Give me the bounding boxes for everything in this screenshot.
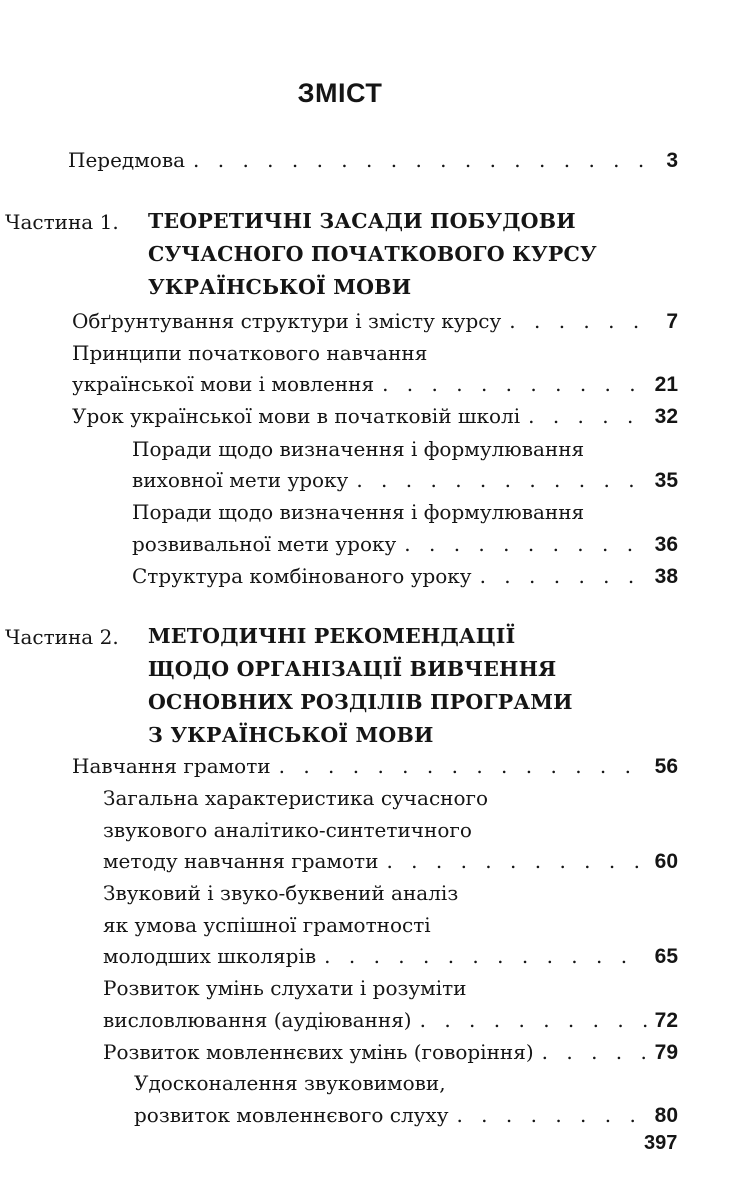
toc-entry-page: 60 <box>654 850 678 873</box>
toc-entry-text: Структура комбінованого уроку <box>132 564 472 588</box>
part-title-line: МЕТОДИЧНІ РЕКОМЕНДАЦІЇ <box>148 624 516 648</box>
toc-entry-page: 21 <box>654 373 678 396</box>
toc-entry[interactable] <box>132 561 678 591</box>
toc-entry-text: Поради щодо визначення і формулювання <box>132 500 585 524</box>
dot-leader <box>542 1037 647 1067</box>
toc-entry-line <box>103 783 678 813</box>
toc-entry-page: 36 <box>654 533 678 556</box>
toc-entry-page: 3 <box>666 149 678 172</box>
toc-entry[interactable] <box>132 465 678 495</box>
toc-entry[interactable] <box>72 401 678 431</box>
toc-entry-line <box>132 434 678 464</box>
toc-entry[interactable] <box>72 306 678 336</box>
toc-entry[interactable] <box>103 1037 678 1067</box>
toc-entry-page: 32 <box>654 405 678 428</box>
toc-entry-page: 7 <box>666 310 678 333</box>
page-title: ЗМІСТ <box>297 78 383 108</box>
toc-entry-page: 56 <box>654 755 678 778</box>
toc-entry-page: 79 <box>654 1041 678 1064</box>
toc-entry-text: методу навчання грамоти <box>103 849 379 873</box>
toc-entry-text: Передмова <box>68 148 186 172</box>
toc-entry-text: Звуковий і звуко-буквений аналіз <box>103 881 459 905</box>
toc-entry-text: звукового аналітико-синтетичного <box>103 818 472 842</box>
dot-leader <box>386 846 646 876</box>
part-title-line: УКРАЇНСЬКОЇ МОВИ <box>148 275 412 299</box>
toc-entry[interactable] <box>132 529 678 559</box>
dot-leader <box>382 369 647 399</box>
toc-entry-text: Розвиток мовленнєвих умінь (говоріння) <box>103 1040 534 1064</box>
dot-leader <box>509 306 658 336</box>
part-title-line: ТЕОРЕТИЧНІ ЗАСАДИ ПОБУДОВИ <box>148 209 576 233</box>
toc-entry[interactable] <box>103 1005 678 1035</box>
toc-entry[interactable] <box>72 369 678 399</box>
toc-entry-text: Удосконалення звуковимови, <box>134 1071 446 1095</box>
dot-leader <box>356 465 646 495</box>
toc-entry-text: Принципи початкового навчання <box>72 341 428 365</box>
toc-entry-line <box>134 1068 678 1098</box>
toc-entry-text: виховної мети уроку <box>132 468 349 492</box>
toc-entry-page: 38 <box>654 565 678 588</box>
toc-entry-line <box>72 338 678 368</box>
part-title <box>148 620 573 752</box>
toc-entry-text: Обґрунтування структури і змісту курсу <box>72 309 502 333</box>
dot-leader <box>480 561 647 591</box>
toc-entry-text: Загальна характеристика сучасного <box>103 786 489 810</box>
dot-leader <box>324 941 647 971</box>
toc-entry-text: розвивальної мети уроку <box>132 532 397 556</box>
dot-leader <box>193 145 658 175</box>
toc-entry-page: 72 <box>654 1009 678 1032</box>
toc-entry-text: як умова успішної грамотності <box>103 913 431 937</box>
toc-entry-text: Розвиток умінь слухати і розуміти <box>103 976 467 1000</box>
part-label: Частина 1. <box>5 210 119 234</box>
toc-entry-page: 65 <box>654 945 678 968</box>
toc-entry-page: 80 <box>654 1104 678 1127</box>
toc-entry-line <box>103 878 678 908</box>
toc-entry-line <box>103 815 678 845</box>
dot-leader <box>420 1005 647 1035</box>
part-title-line: З УКРАЇНСЬКОЇ МОВИ <box>148 723 434 747</box>
toc-entry[interactable] <box>103 846 678 876</box>
toc-entry-text: Поради щодо визначення і формулювання <box>132 437 585 461</box>
dot-leader <box>528 401 647 431</box>
toc-entry-page: 35 <box>654 469 678 492</box>
toc-entry-text: Навчання грамоти <box>72 754 271 778</box>
toc-entry-preface[interactable] <box>68 145 678 175</box>
part-title-line: ЩОДО ОРГАНІЗАЦІЇ ВИВЧЕННЯ <box>148 657 557 681</box>
toc-entry-line <box>103 973 678 1003</box>
part-title <box>148 205 597 304</box>
page-number: 397 <box>644 1132 678 1154</box>
toc-entry-text: української мови і мовлення <box>72 372 375 396</box>
dot-leader <box>404 529 646 559</box>
part-title-line: СУЧАСНОГО ПОЧАТКОВОГО КУРСУ <box>148 242 597 266</box>
toc-entry[interactable] <box>134 1100 678 1130</box>
toc-entry-line <box>132 497 678 527</box>
part-title-line: ОСНОВНИХ РОЗДІЛІВ ПРОГРАМИ <box>148 690 573 714</box>
toc-entry-text: розвиток мовленнєвого слуху <box>134 1103 449 1127</box>
toc-entry[interactable] <box>72 751 678 781</box>
toc-entry[interactable] <box>103 941 678 971</box>
part-label: Частина 2. <box>5 625 119 649</box>
toc-entry-line <box>103 910 678 940</box>
toc-entry-text: висловлювання (аудіювання) <box>103 1008 412 1032</box>
toc-entry-text: молодших школярів <box>103 944 317 968</box>
toc-entry-text: Урок української мови в початковій школі <box>72 404 521 428</box>
dot-leader <box>279 751 647 781</box>
dot-leader <box>456 1100 646 1130</box>
